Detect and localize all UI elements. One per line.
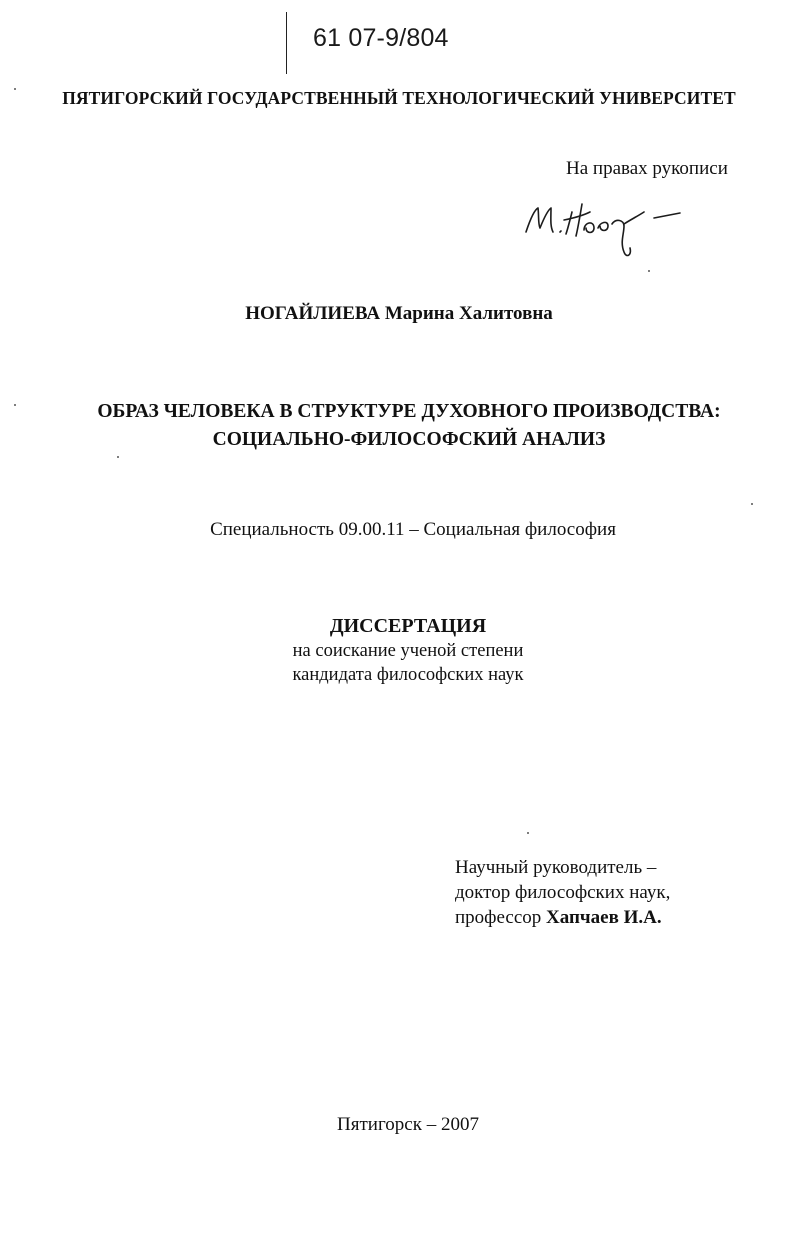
dissertation-title <box>0 398 798 454</box>
dissertation-type-block <box>0 613 798 687</box>
scan-speck <box>14 88 16 90</box>
handwritten-signature <box>520 190 720 270</box>
title-line-2: СОЦИАЛЬНО-ФИЛОСОФСКИЙ АНАЛИЗ <box>212 429 606 450</box>
university-name: ПЯТИГОРСКИЙ ГОСУДАРСТВЕННЫЙ ТЕХНОЛОГИЧЕСКИЙ УНИВЕРСИТЕТ <box>62 88 736 108</box>
specialty-line: Специальность 09.00.11 – Социальная философия <box>210 519 616 540</box>
supervisor-line-3 <box>455 905 670 930</box>
scan-speck <box>527 832 529 834</box>
supervisor-block <box>455 855 670 930</box>
supervisor-name: Хапчаев И.А. <box>546 907 662 928</box>
city-year: Пятигорск – 2007 <box>337 1114 479 1135</box>
scan-speck <box>751 503 753 505</box>
author-name <box>0 303 798 325</box>
scan-speck <box>117 456 119 458</box>
author-given-names: Марина Халитовна <box>384 303 553 324</box>
scan-speck <box>14 404 16 406</box>
author-surname: НОГАЙЛИЕВА <box>245 303 381 324</box>
scan-speck <box>648 270 650 272</box>
supervisor-line-2: доктор философских наук, <box>455 882 671 903</box>
title-line-1: ОБРАЗ ЧЕЛОВЕКА В СТРУКТУРЕ ДУХОВНОГО ПРОИЗВОДСТВА: <box>97 401 721 422</box>
degree-line-1: на соискание ученой степени <box>292 641 524 661</box>
supervisor-line-1: Научный руководитель – <box>455 857 657 878</box>
archive-number: 61 07-9/804 <box>313 24 449 52</box>
scan-margin-line <box>286 12 287 74</box>
degree-line-2: кандидата философских наук <box>292 665 524 685</box>
dissertation-heading: ДИССЕРТАЦИЯ <box>329 615 487 637</box>
supervisor-title: профессор <box>455 907 542 928</box>
manuscript-rights-note: На правах рукописи <box>566 158 728 179</box>
